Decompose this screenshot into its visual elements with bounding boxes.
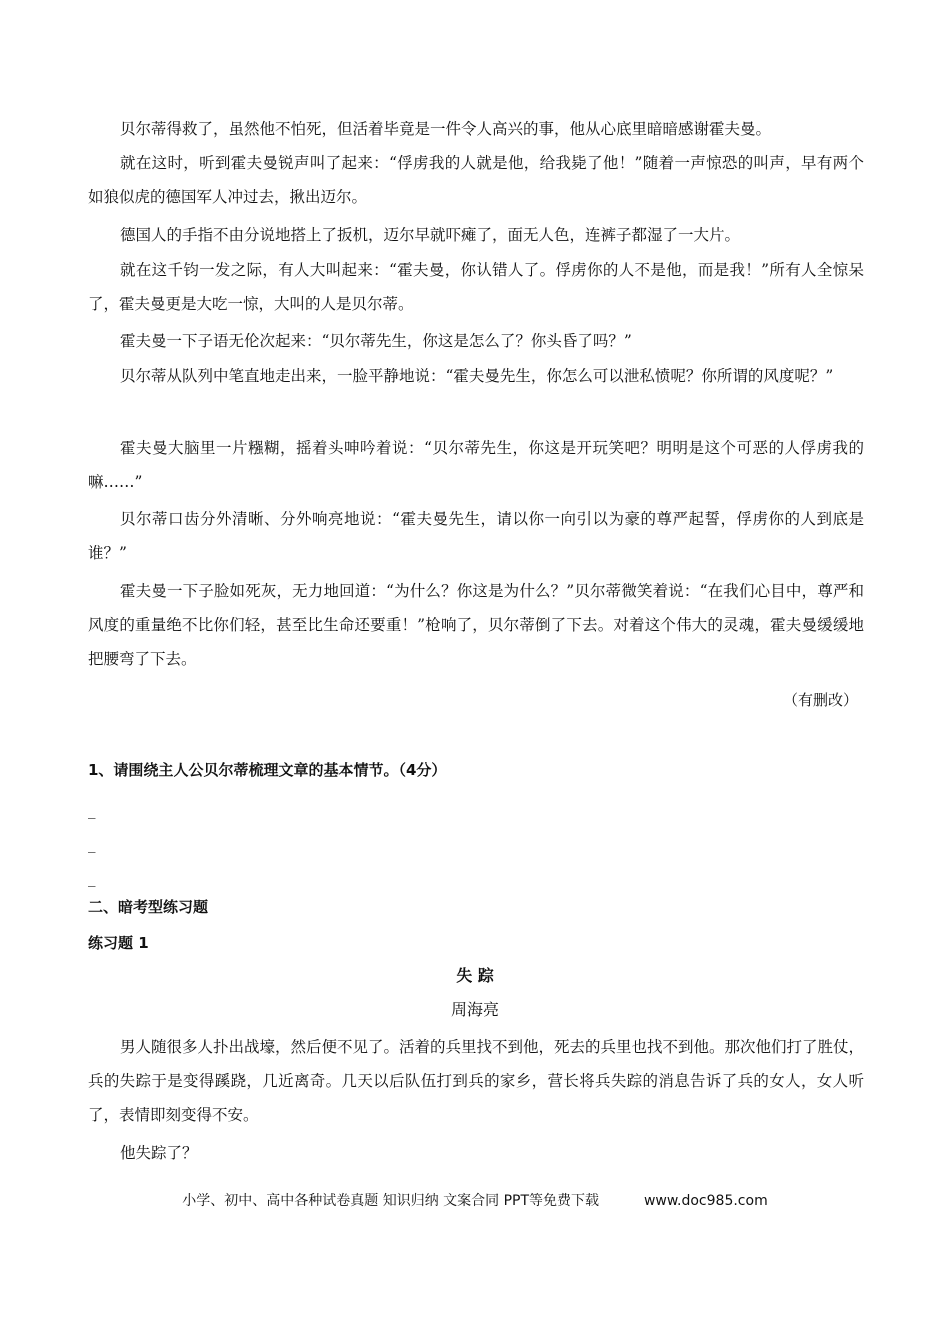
footer — [0, 1190, 950, 1210]
passage-paragraph: 德国人的手指不由分说地搭上了扳机，迈尔早就吓瘫了，面无人色，连裤子都湿了一大片。 — [120, 226, 741, 244]
passage-paragraph: 贝尔蒂从队列中笔直地走出来，一脸平静地说：“霍夫曼先生，你怎么可以泄私愤呢？你所谓的风度呢？” — [120, 367, 834, 385]
footer-url[interactable]: www.doc985.com — [643, 1193, 768, 1209]
story-paragraph: 男人随很多人扑出战壕，然后便不见了。活着的兵里找不到他，死去的兵里也找不到他。那次他们打了胜仗，兵的失踪于是变得蹊跷，几近离奇。几天以后队伍打到兵的家乡，营长将兵失踪的消息告诉了兵的女人，女人听了，表情即刻变得不安。 — [88, 1038, 865, 1124]
passage-paragraph: 贝尔蒂口齿分外清晰、分外响亮地说：“霍夫曼先生，请以你一向引以为豪的尊严起誓，俘虏你的人到底是谁？” — [88, 510, 864, 562]
section-2-heading: 二、暗考型练习题 — [88, 898, 209, 916]
story-title: 失 踪 — [456, 966, 494, 985]
revision-note: （有删改） — [782, 691, 858, 709]
answer-blank: _ — [88, 801, 96, 819]
passage-paragraph: 霍夫曼一下子脸如死灰，无力地回道：“为什么？你这是为什么？”贝尔蒂微笑着说：“在我们心目中，尊严和风度的重量绝不比你们轻，甚至比生命还要重！”枪响了，贝尔蒂倒了下去。对着这个伟大的灵魂，霍夫曼缓缓地把腰弯了下去。 — [88, 582, 864, 668]
answer-blank: _ — [88, 869, 96, 887]
passage-paragraph: 贝尔蒂得救了，虽然他不怕死，但活着毕竟是一件令人高兴的事，他从心底里暗暗感谢霍夫曼。 — [120, 120, 772, 138]
passage-paragraph: 就在这时，听到霍夫曼锐声叫了起来：“俘虏我的人就是他，给我毙了他！”随着一声惊恐的叫声，早有两个如狼似虎的德国军人冲过去，揪出迈尔。 — [88, 154, 864, 206]
passage-paragraph: 霍夫曼大脑里一片糨糊，摇着头呻吟着说：“贝尔蒂先生，你这是开玩笑吧？明明是这个可恶的人俘虏我的嘛……” — [88, 439, 864, 491]
story-author: 周海亮 — [450, 1000, 499, 1019]
footer-text: 小学、初中、高中各种试卷真题 知识归纳 文案合同 PPT等免费下载 — [182, 1193, 600, 1209]
exercise-label: 练习题 1 — [88, 934, 149, 952]
answer-blank: _ — [88, 835, 96, 853]
story-paragraph: 他失踪了？ — [120, 1144, 198, 1162]
question-1: 1、请围绕主人公贝尔蒂梳理文章的基本情节。（4分） — [88, 761, 447, 779]
passage-paragraph: 霍夫曼一下子语无伦次起来：“贝尔蒂先生，你这是怎么了？你头昏了吗？” — [120, 332, 632, 350]
passage-paragraph: 就在这千钧一发之际，有人大叫起来：“霍夫曼，你认错人了。俘虏你的人不是他，而是我！”所有人全惊呆了，霍夫曼更是大吃一惊，大叫的人是贝尔蒂。 — [88, 261, 864, 313]
